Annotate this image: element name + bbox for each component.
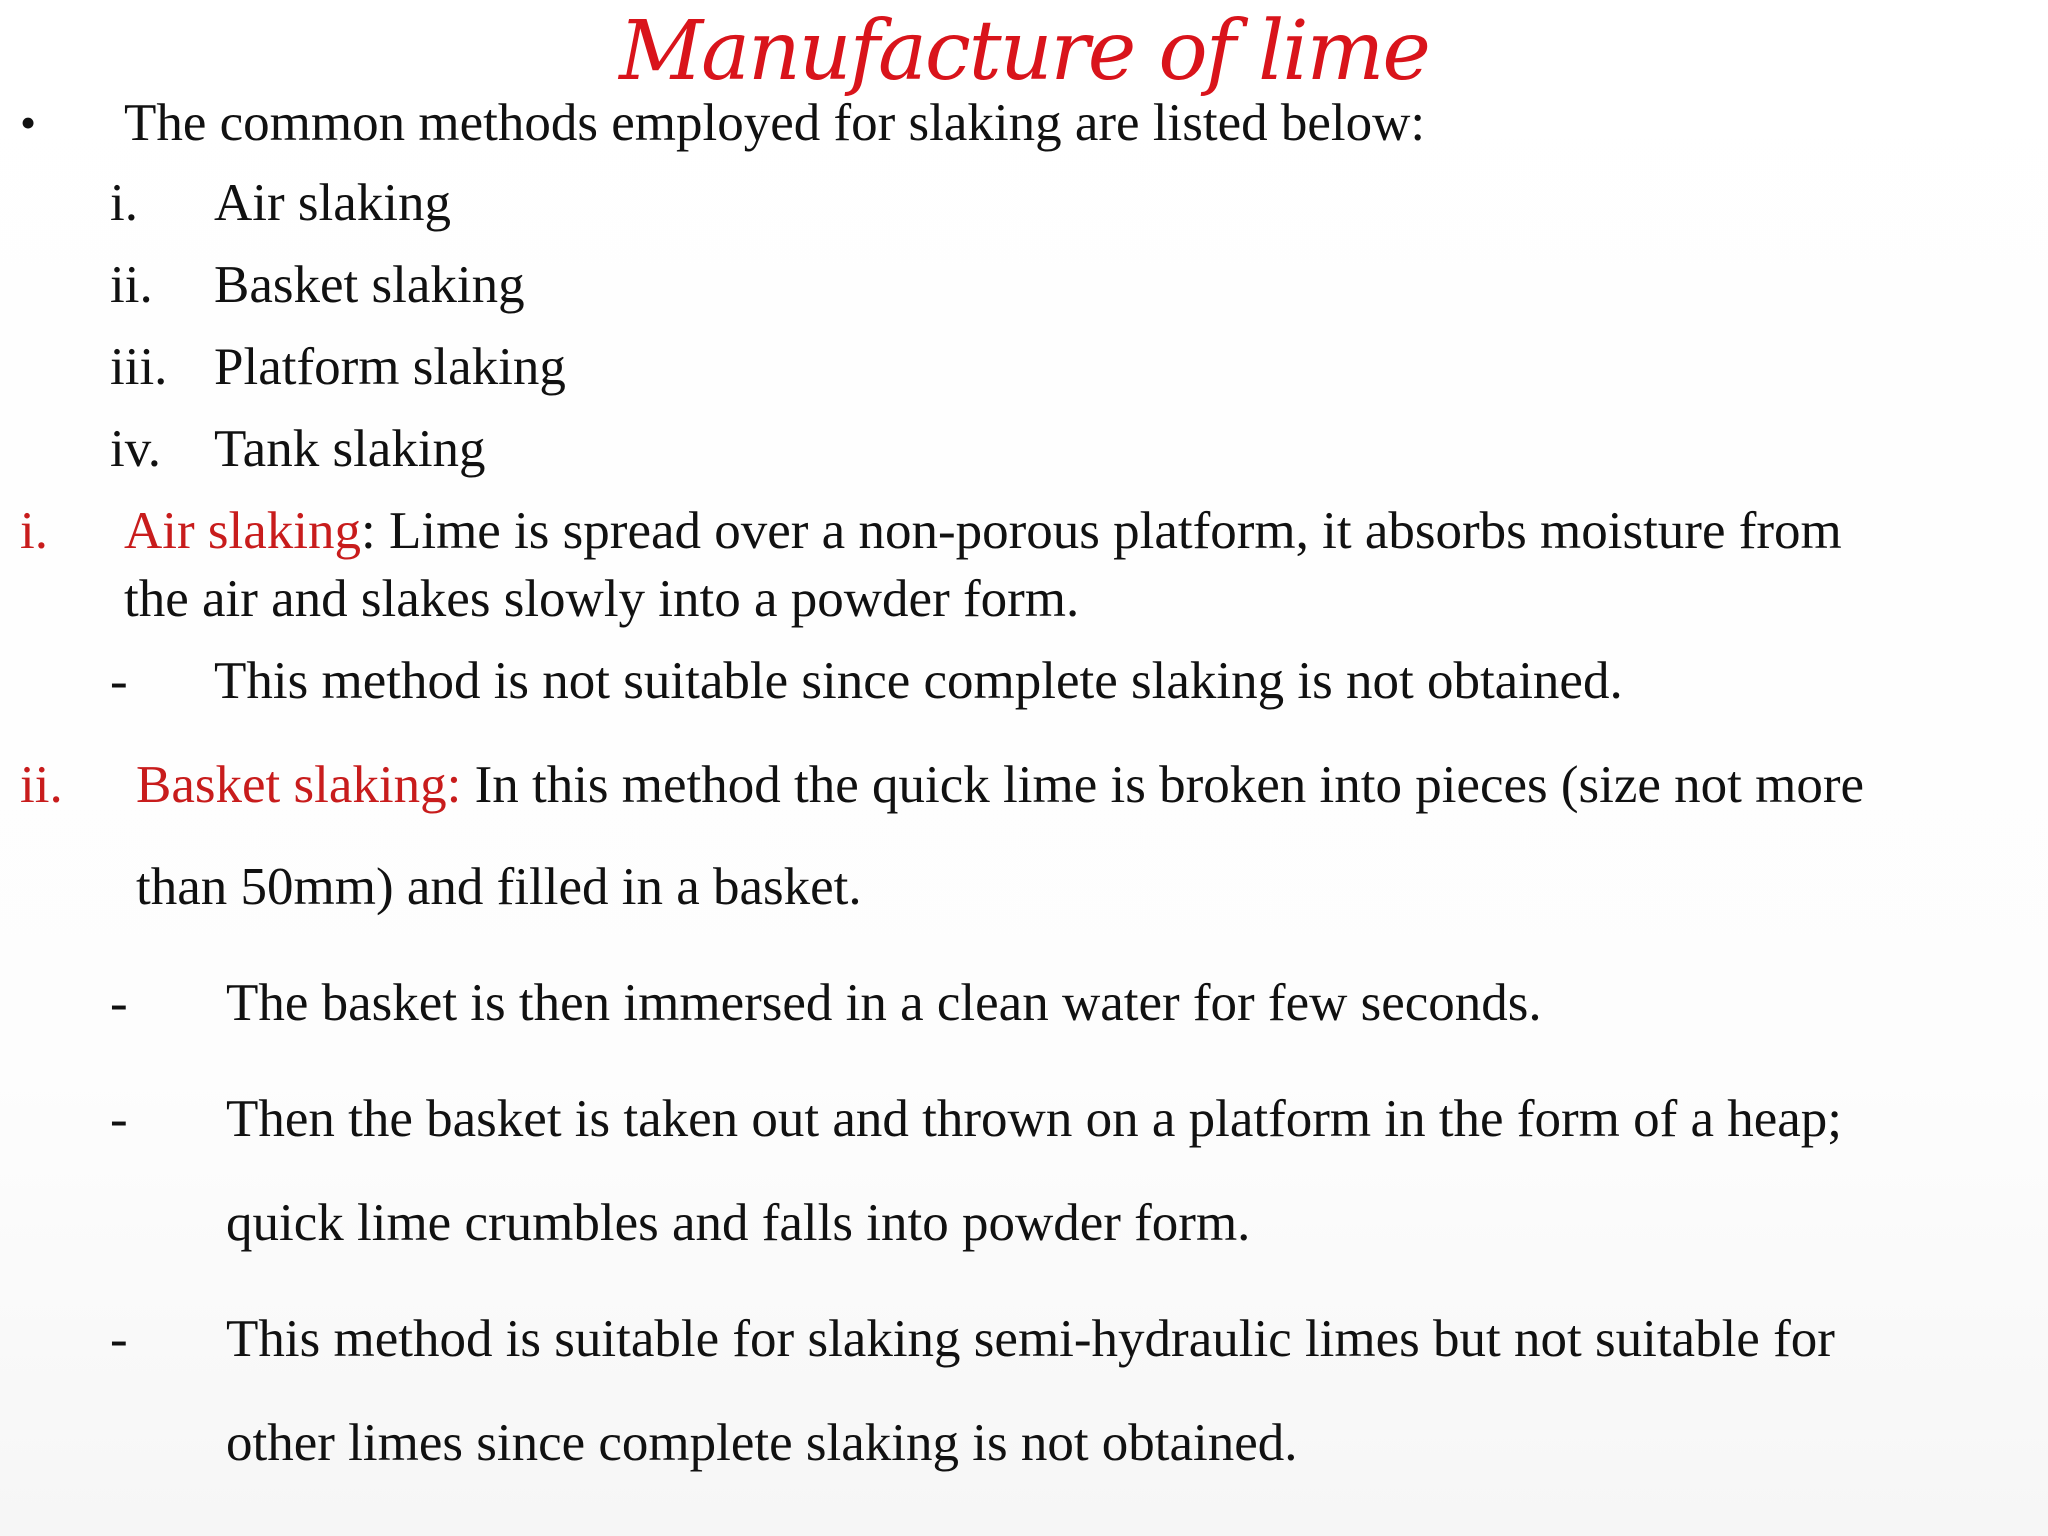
air-colon: :: [361, 502, 376, 560]
dash-icon: -: [110, 974, 128, 1032]
air-note: This method is not suitable since complete slaking is not obtained.: [214, 652, 1623, 710]
air-line1: Lime is spread over a non-porous platform, it absorbs moisture from: [375, 502, 1842, 560]
basket-point-line: This method is suitable for slaking semi-hydraulic limes but not suitable for: [226, 1310, 1835, 1368]
air-line2: the air and slakes slowly into a powder form.: [124, 570, 1080, 628]
air-slaking-paragraph: [124, 500, 1842, 562]
dash-icon: -: [110, 1090, 128, 1148]
dash-icon: -: [110, 1310, 128, 1368]
method-num: iv.: [110, 420, 162, 478]
section-num-air: i.: [20, 502, 48, 560]
method-num: iii.: [110, 338, 168, 396]
bullet-icon: •: [20, 97, 37, 148]
slide-title: Manufacture of lime: [619, 4, 1429, 99]
basket-slaking-paragraph: [136, 754, 1864, 816]
method-label: Basket slaking: [214, 256, 525, 314]
basket-point-line-cont: quick lime crumbles and falls into powder form.: [226, 1194, 1251, 1252]
method-label: Tank slaking: [214, 420, 486, 478]
method-label: Platform slaking: [214, 338, 566, 396]
section-num-basket: ii.: [20, 756, 63, 814]
method-num: ii.: [110, 256, 153, 314]
basket-point-line: The basket is then immersed in a clean water for few seconds.: [226, 974, 1542, 1032]
basket-point-line: Then the basket is taken out and thrown on a platform in the form of a heap;: [226, 1090, 1843, 1148]
dash-icon: -: [110, 652, 128, 710]
basket-point-line-cont: other limes since complete slaking is not obtained.: [226, 1414, 1298, 1472]
basket-line2: than 50mm) and filled in a basket.: [136, 858, 862, 916]
air-slaking-term: Air slaking: [124, 502, 361, 560]
method-label: Air slaking: [214, 174, 451, 232]
basket-slaking-term: Basket slaking:: [136, 756, 462, 814]
basket-line1: In this method the quick lime is broken into pieces (size not more: [461, 756, 1865, 814]
method-num: i.: [110, 174, 138, 232]
intro-text: The common methods employed for slaking are listed below:: [124, 94, 1426, 152]
